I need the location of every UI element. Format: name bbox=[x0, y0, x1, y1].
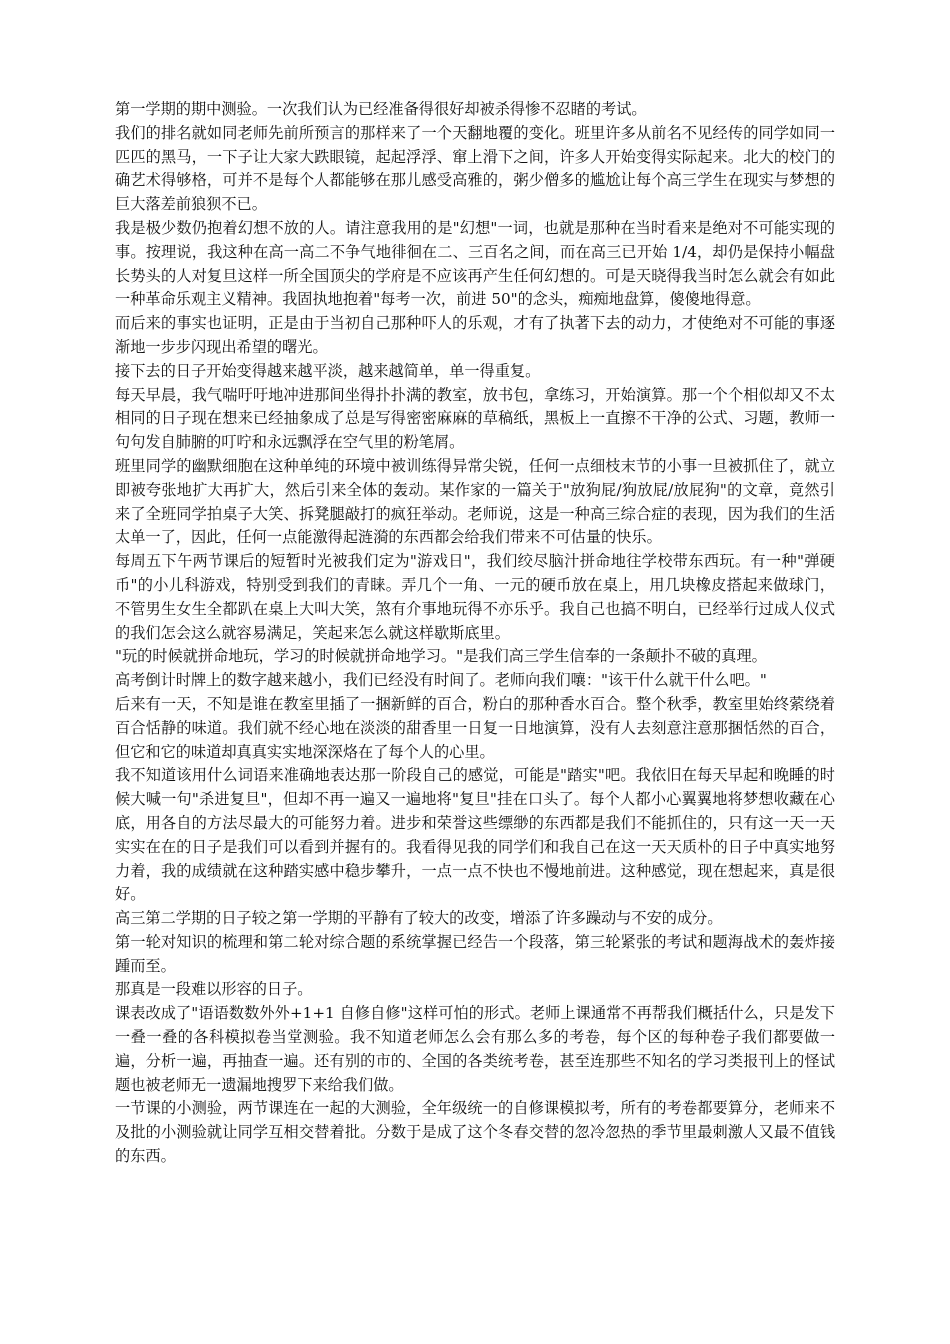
paragraph-9: "玩的时候就拼命地玩，学习的时候就拼命地学习。"是我们高三学生信奉的一条颠扑不破的真理。 bbox=[115, 647, 767, 666]
document-body bbox=[115, 98, 835, 1169]
paragraph-7: 班里同学的幽默细胞在这种单纯的环境中被训练得异常尖锐，任何一点细枝末节的小事一旦被抓住了，就立即被夸张地扩大再扩大，然后引来全体的轰动。某作家的一篇关于"放狗屁/狗放屁/放屁狗"的文章，竟然引来了全班同学拍桌子大笑、拆凳腿敲打的疯狂举动。老师说，这是一种高三综合症的表现，因为我们的生活太单一了，因此，任何一点能激得起涟漪的东西都会给我们带来不可估量的快乐。 bbox=[115, 456, 835, 547]
paragraph-16: 课表改成了"语语数数外外+1+1 自修自修"这样可怕的形式。老师上课通常不再帮我们概括什么，只是发下一叠一叠的各科模拟卷当堂测验。我不知道老师怎么会有那么多的考卷，每个区的每种卷子我们都要做一遍，分析一遍，再抽查一遍。还有别的市的、全国的各类统考卷，甚至连那些不知名的学习类报刊上的怪试题也被老师无一遗漏地搜罗下来给我们做。 bbox=[115, 1004, 835, 1094]
paragraph-1: 第一学期的期中测验。一次我们认为已经准备得很好却被杀得惨不忍睹的考试。 bbox=[115, 100, 647, 118]
paragraph-13: 高三第二学期的日子较之第一学期的平静有了较大的改变，增添了许多躁动与不安的成分。 bbox=[115, 909, 723, 928]
paragraph-5: 接下去的日子开始变得越来越平淡，越来越简单，单一得重复。 bbox=[115, 361, 541, 380]
paragraph-17: 一节课的小测验，两节课连在一起的大测验，全年级统一的自修课模拟考，所有的考卷都要算分，老师来不及批的小测验就让同学互相交替着批。分数于是成了这个冬春交替的忽冷忽热的季节里最刺激人又最不值钱的东西。 bbox=[115, 1099, 835, 1166]
paragraph-14: 第一轮对知识的梳理和第二轮对综合题的系统掌握已经告一个段落，第三轮紧张的考试和题海战术的轰炸接踵而至。 bbox=[115, 932, 835, 975]
paragraph-11: 后来有一天，不知是谁在教室里插了一捆新鲜的百合，粉白的那种香水百合。整个秋季，教室里始终萦绕着百合恬静的味道。我们就不经心地在淡淡的甜香里一日复一日地演算，没有人去刻意注意那捆恬然的百合，但它和它的味道却真真实实地深深烙在了每个人的心里。 bbox=[115, 694, 835, 761]
paragraph-3: 我是极少数仍抱着幻想不放的人。请注意我用的是"幻想"一词，也就是那种在当时看来是绝对不可能实现的事。按理说，我这种在高一高二不争气地徘徊在二、三百名之间，而在高三已开始 1/4，却仍是保持小幅盘长势头的人对复旦这样一所全国顶尖的学府是不应该再产生任何幻想的。可是天晓得我当时怎么就会有如此一种革命乐观主义精神。我固执地抱着"每考一次，前进 50"的念头，痴痴地盘算，傻傻地得意。 bbox=[115, 218, 835, 309]
paragraph-4: 而后来的事实也证明，正是由于当初自己那种吓人的乐观，才有了执著下去的动力，才使绝对不可能的事逐渐地一步步闪现出希望的曙光。 bbox=[115, 314, 835, 356]
paragraph-12: 我不知道该用什么词语来准确地表达那一阶段自己的感觉，可能是"踏实"吧。我依旧在每天早起和晚睡的时候大喊一句"杀进复旦"，但却不再一遍又一遍地将"复旦"挂在口头了。每个人都小心翼翼地将梦想收藏在心底，用各自的方法尽最大的可能努力着。进步和荣誉这些缥缈的东西都是我们不能抓住的，只有这一天一天实实在在的日子是我们可以看到并握有的。我看得见我的同学们和我自己在这一天天质朴的日子中真实地努力着，我的成绩就在这种踏实感中稳步攀升，一点一点不快也不慢地前进。这种感觉，现在想起来，真是很好。 bbox=[115, 766, 835, 904]
paragraph-15: 那真是一段难以形容的日子。 bbox=[115, 980, 313, 999]
paragraph-8: 每周五下午两节课后的短暂时光被我们定为"游戏日"，我们绞尽脑汁拼命地往学校带东西玩。有一种"弹硬币"的小儿科游戏，特别受到我们的青睐。弄几个一角、一元的硬币放在桌上，用几块橡皮搭起来做球门，不管男生女生全都趴在桌上大叫大笑，煞有介事地玩得不亦乐乎。我自己也搞不明白，已经举行过成人仪式的我们怎会这么就容易满足，笑起来怎么就这样歇斯底里。 bbox=[115, 552, 835, 642]
paragraph-2: 我们的排名就如同老师先前所预言的那样来了一个天翻地覆的变化。班里许多从前名不见经传的同学如同一匹匹的黑马，一下子让大家大跌眼镜，起起浮浮、窜上滑下之间，许多人开始变得实际起来。北大的校门的确艺术得够格，可并不是每个人都能够在那儿感受高雅的，粥少僧多的尴尬让每个高三学生在现实与梦想的巨大落差前狼狈不已。 bbox=[115, 123, 835, 214]
paragraph-10: 高考倒计时牌上的数字越来越小，我们已经没有时间了。老师向我们嚷："该干什么就干什么吧。" bbox=[115, 671, 767, 690]
paragraph-6: 每天早晨，我气喘吁吁地冲进那间坐得扑扑满的教室，放书包，拿练习，开始演算。那一个个相似却又不太相同的日子现在想来已经抽象成了总是写得密密麻麻的草稿纸，黑板上一直擦不干净的公式、习题，教师一句句发自肺腑的叮咛和永远飘浮在空气里的粉笔屑。 bbox=[115, 385, 835, 452]
